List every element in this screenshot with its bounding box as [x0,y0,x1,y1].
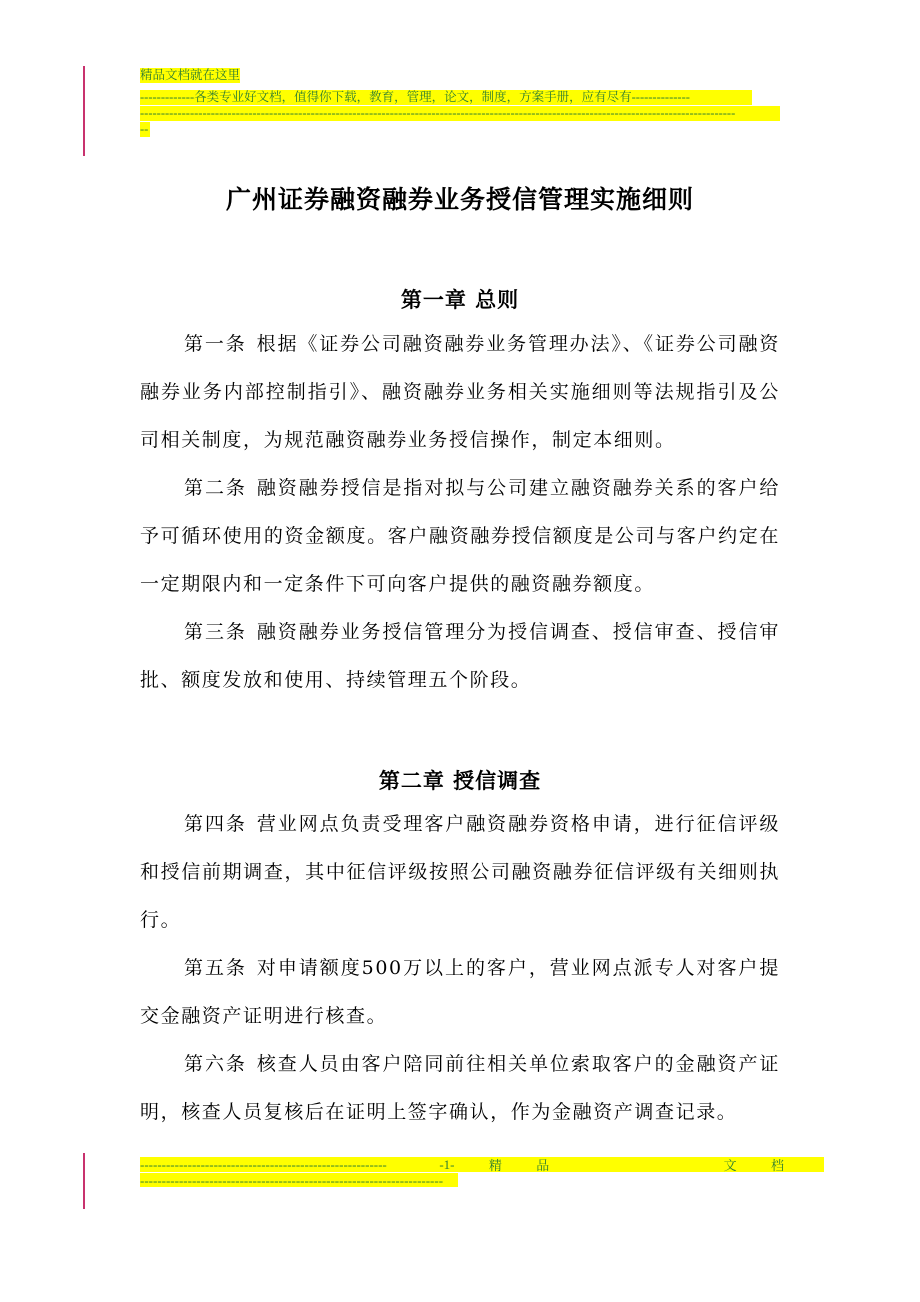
article-3-text: 融资融券业务授信管理分为授信调查、授信审查、授信审批、额度发放和使用、持续管理五个阶段。 [140,621,780,691]
footer-word-3: 文 [723,1158,737,1172]
article-4 [140,800,780,944]
footer-row-2: ---------------------------------------------------------------------- [140,1173,458,1187]
article-6-text: 核查人员由客户陪同前往相关单位索取客户的金融资产证明，核查人员复核后在证明上签字确认，作为金融资产调查记录。 [140,1053,780,1123]
article-3-label: 第三条 [184,621,247,643]
header-line-4: -- [140,122,149,136]
article-4-label: 第四条 [184,813,247,835]
header-line-2: -------------各类专业好文档，值得你下载，教育，管理，论文，制度，方案手册，应有尽有-------------- [140,90,752,105]
article-6-label: 第六条 [184,1053,247,1075]
article-4-text: 营业网点负责受理客户融资融券资格申请，进行征信评级和授信前期调查，其中征信评级按照公司融资融券征信评级有关细则执行。 [140,813,780,931]
article-5 [140,944,780,1040]
chapter-2-heading: 第二章 授信调查 [378,768,542,793]
page-footer [140,1157,824,1187]
article-1 [140,320,780,464]
top-margin-mark [83,66,85,156]
article-6 [140,1040,780,1136]
article-3 [140,608,780,704]
footer-dashes: --------------------------------------------------------- [140,1157,387,1172]
page-header [140,68,780,109]
footer-word-4: 档 [770,1158,784,1172]
article-2-label: 第二条 [184,477,247,499]
footer-word-1: 精 [488,1158,502,1172]
footer-word-2: 品 [536,1158,550,1172]
chapter-1-heading: 第一章 总则 [400,287,520,312]
bottom-margin-mark [83,1153,85,1209]
article-2 [140,464,780,608]
header-line-1: 精品文档就在这里 [140,68,241,82]
page-number: -1- [439,1157,455,1172]
article-5-label: 第五条 [184,957,247,979]
article-1-label: 第一条 [184,333,247,355]
footer-row-1 [140,1157,824,1172]
article-2-text: 融资融券授信是指对拟与公司建立融资融券关系的客户给予可循环使用的资金额度。客户融资融券授信额度是公司与客户约定在一定期限内和一定条件下可向客户提供的融资融券额度。 [140,477,780,595]
article-1-text: 根据《证券公司融资融券业务管理办法》、《证券公司融资融券业务内部控制指引》、融资融券业务相关实施细则等法规指引及公司相关制度，为规范融资融券业务授信操作，制定本细则。 [140,333,780,451]
document-title: 广州证券融资融券业务授信管理实施细则 [225,185,694,214]
article-5-text: 对申请额度500万以上的客户，营业网点派专人对客户提交金融资产证明进行核查。 [140,957,780,1027]
header-line-3: ----------------------------------------------------------------------------------------------------------------------------------------------- [140,106,780,121]
